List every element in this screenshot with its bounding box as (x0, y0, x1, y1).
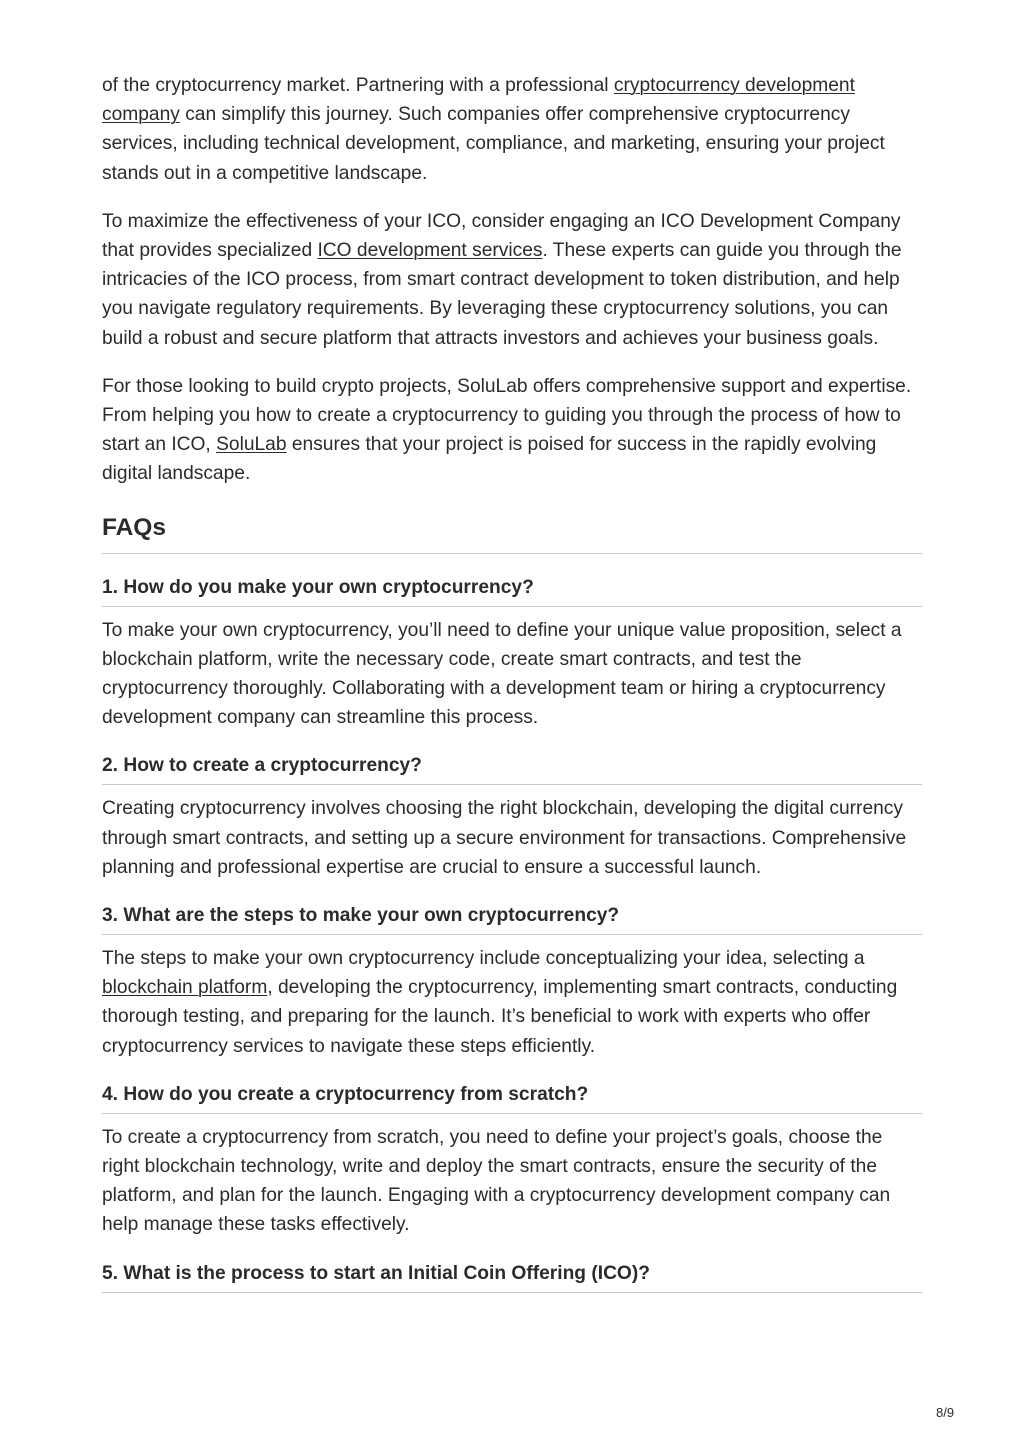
faq-question-4: 4. How do you create a cryptocurrency from scratch? (102, 1081, 922, 1114)
faq-answer-1: To make your own cryptocurrency, you’ll need to define your unique value proposition, select a blockchain platform, write the necessary code, create smart contracts, and test the cryptocurrency thoroughly. Collaborating with a development team or hiring a cryptocurrency development company can streamline this process. (102, 619, 902, 729)
page-number: 8/9 (936, 1405, 955, 1420)
link-solulab[interactable]: SoluLab (216, 434, 287, 456)
faq-question-1: 1. How do you make your own cryptocurrency? (102, 574, 922, 607)
paragraph-text: . These experts can guide you through the intricacies of the ICO process, from smart contract development to token distribution, and help you navigate regulatory requirements. By leveraging these cryptocurrency solutions, you can build a robust and secure platform that attracts investors and achieves your business goals. (102, 240, 902, 349)
paragraph-text: ensures that your project is poised for success in the rapidly evolving digital landscape. (102, 434, 877, 485)
link-cryptocurrency-development-company[interactable]: cryptocurrency development company (102, 75, 855, 126)
link-ico-development-services[interactable]: ICO development services (317, 240, 543, 262)
faqs-heading: FAQs (102, 510, 922, 554)
faq-answer-3 (102, 944, 922, 1061)
article-body (102, 71, 922, 1293)
answer-text: , developing the cryptocurrency, implementing smart contracts, conducting thorough testing, and preparing for the launch. It’s beneficial to work with experts who offer cryptocurrency services to navigate these steps efficiently. (102, 977, 898, 1057)
paragraph-text: of the cryptocurrency market. Partnering with a professional (102, 75, 614, 96)
faq-question-5: 5. What is the process to start an Initial Coin Offering (ICO)? (102, 1260, 922, 1293)
paragraph-partnering (102, 71, 922, 188)
link-blockchain-platform[interactable]: blockchain platform (102, 977, 268, 999)
faq-question-2: 2. How to create a cryptocurrency? (102, 752, 922, 785)
paragraph-text: For those looking to build crypto projects, SoluLab offers comprehensive support and expertise. From helping you how to create a cryptocurrency to guiding you through the process of how to start an ICO, (102, 375, 912, 456)
paragraph-solulab (102, 372, 922, 489)
faq-answer-2: Creating cryptocurrency involves choosing the right blockchain, developing the digital currency through smart contracts, and setting up a secure environment for transactions. Comprehensive planning and professional expertise are crucial to ensure a successful launch. (102, 798, 907, 878)
answer-text: The steps to make your own cryptocurrency include conceptualizing your idea, selecting a (102, 948, 865, 970)
faq-answer-4: To create a cryptocurrency from scratch, you need to define your project’s goals, choose the right blockchain technology, write and deploy the smart contracts, ensure the security of the platform, and plan for the launch. Engaging with a cryptocurrency development company can help manage these tasks effectively. (102, 1126, 891, 1236)
paragraph-text: To maximize the effectiveness of your ICO, consider engaging an ICO Development Company that provides specialized (102, 210, 901, 262)
paragraph-text: can simplify this journey. Such companies offer comprehensive cryptocurrency services, including technical development, compliance, and marketing, ensuring your project stands out in a competitive landscape. (102, 104, 885, 184)
paragraph-ico-effectiveness (102, 207, 922, 353)
faq-question-3: 3. What are the steps to make your own cryptocurrency? (102, 902, 922, 935)
